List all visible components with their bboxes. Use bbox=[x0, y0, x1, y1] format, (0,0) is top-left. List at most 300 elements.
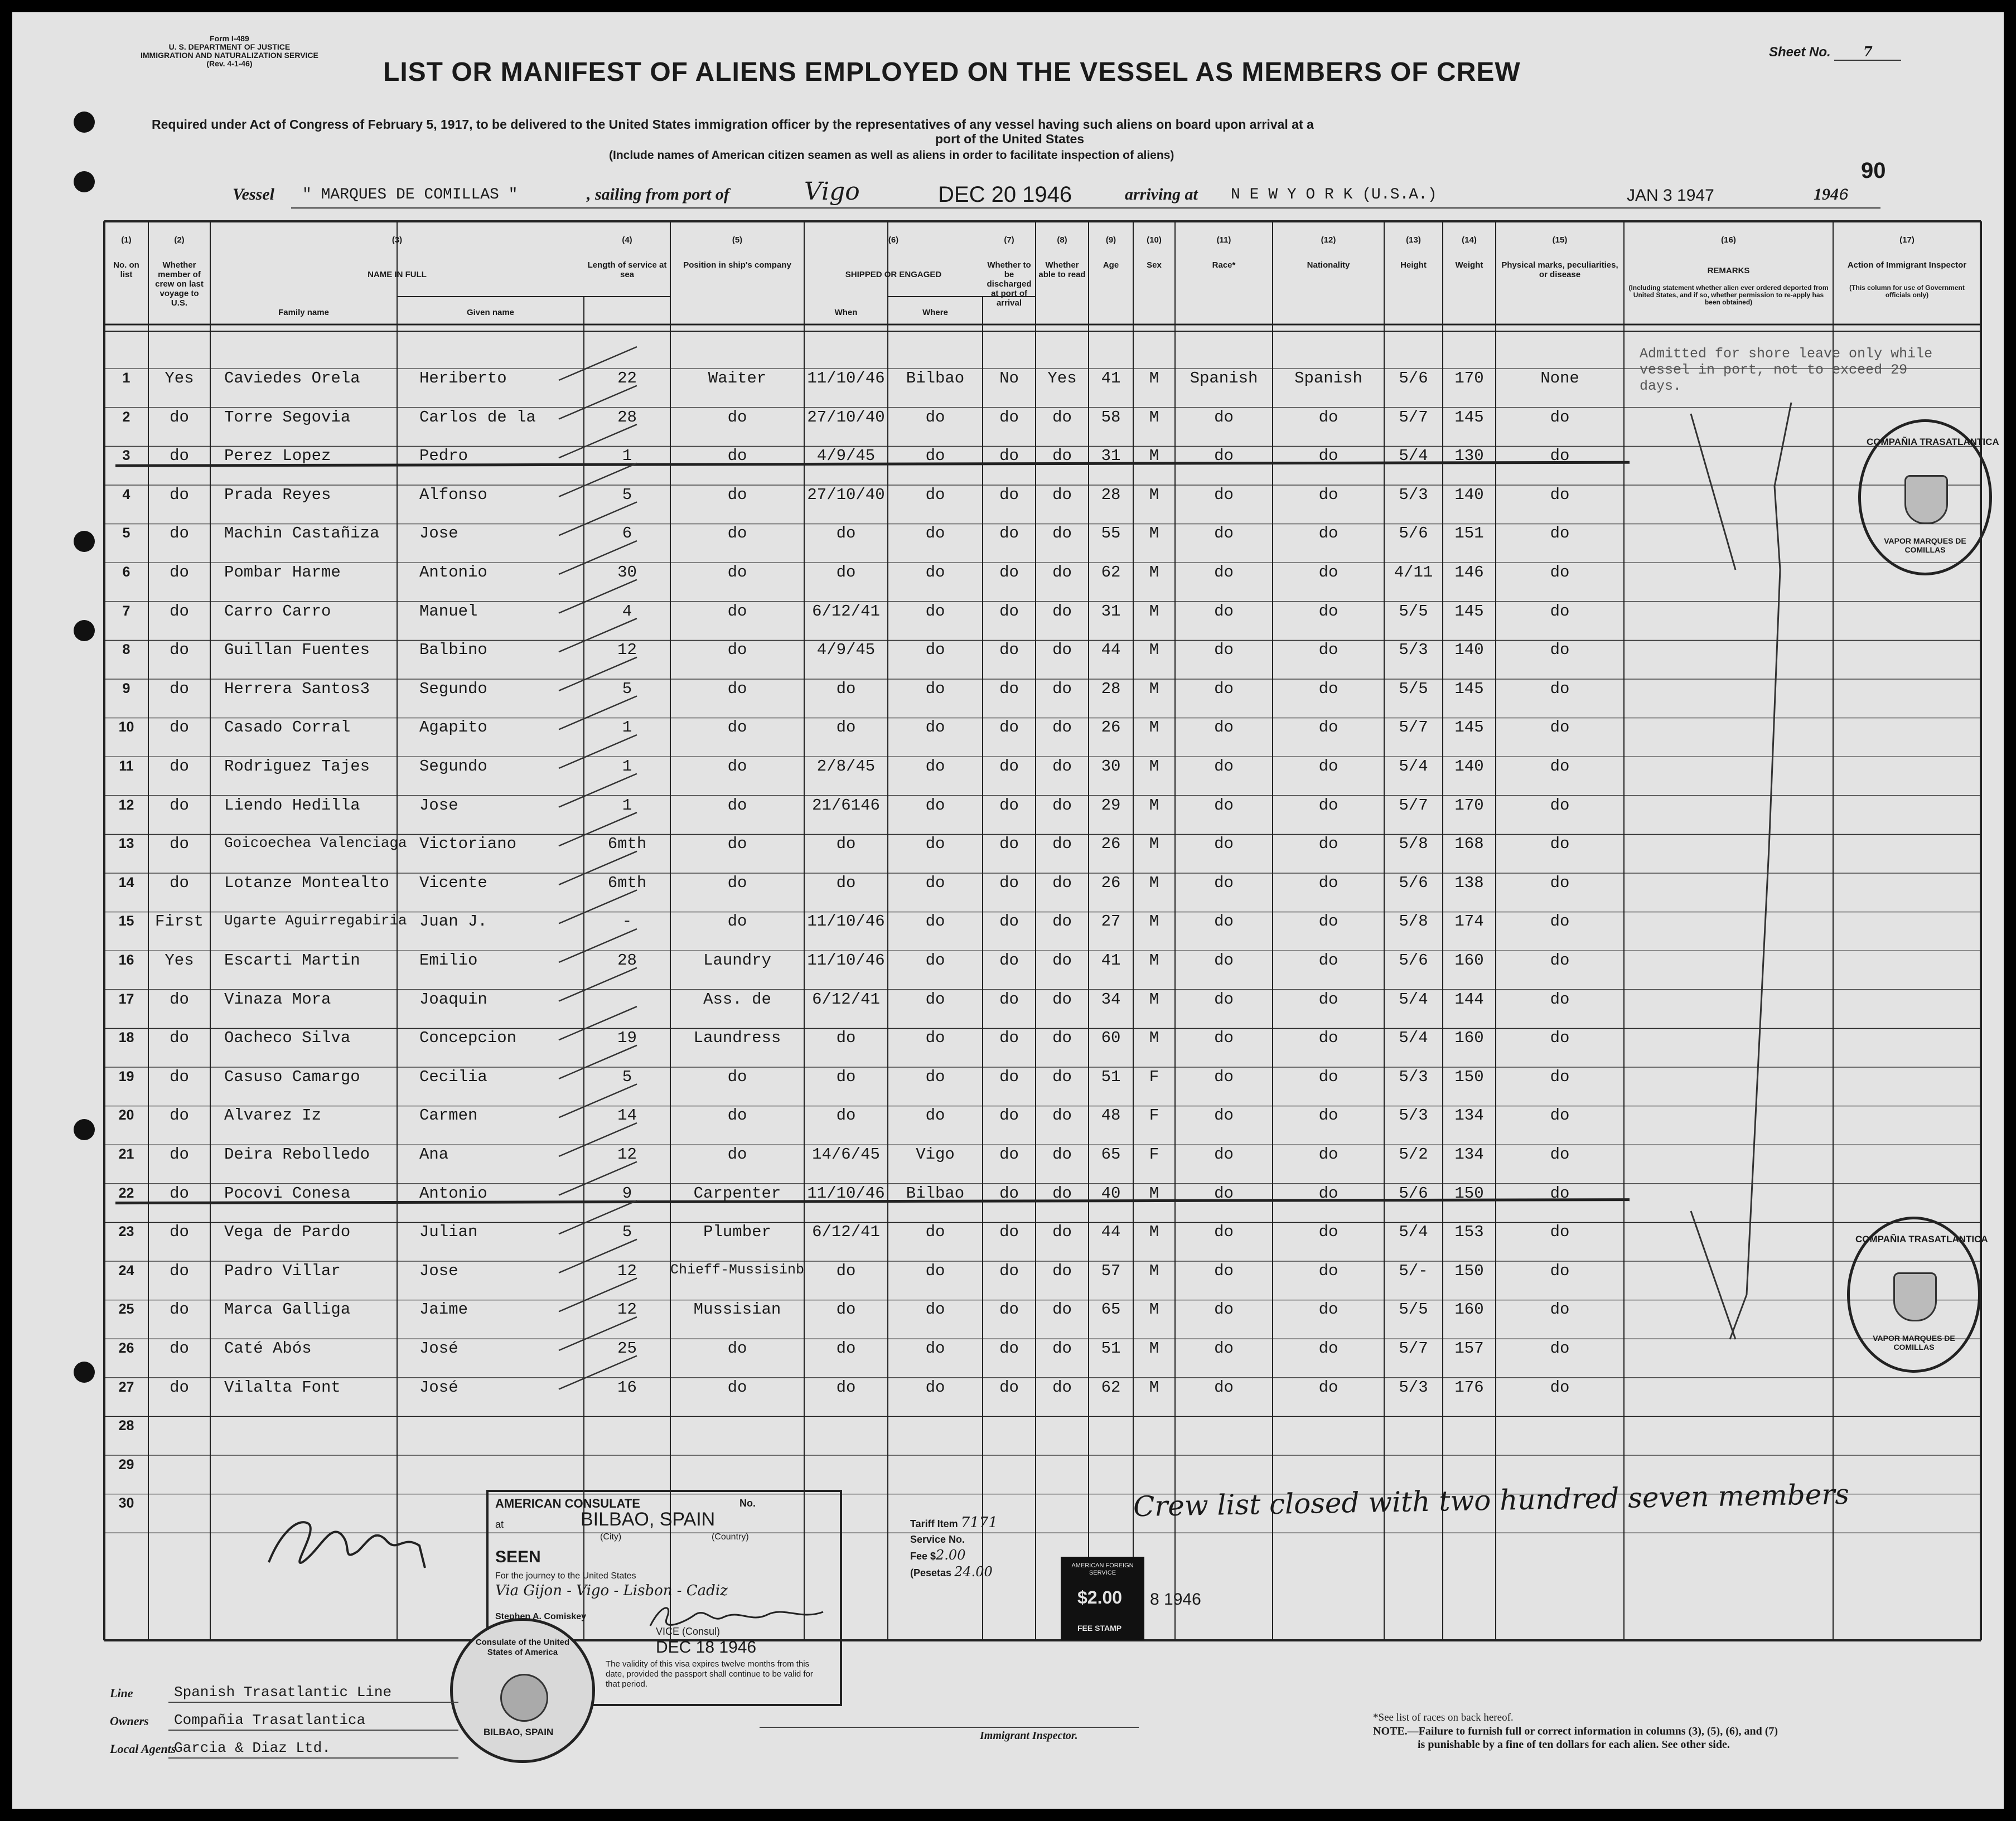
age: 34 bbox=[1101, 990, 1121, 1009]
column-number: (8) bbox=[1057, 235, 1067, 245]
discharge-status: do bbox=[999, 679, 1019, 698]
position: Waiter bbox=[708, 369, 767, 388]
race: do bbox=[1214, 718, 1234, 737]
race: do bbox=[1214, 1067, 1234, 1086]
height: 5/- bbox=[1399, 1261, 1428, 1280]
position: do bbox=[727, 796, 747, 815]
row-number: 5 bbox=[122, 525, 130, 541]
height: 5/3 bbox=[1399, 1067, 1428, 1086]
fee-stamp-value: $2.00 bbox=[1077, 1587, 1123, 1607]
sex: M bbox=[1149, 447, 1159, 466]
physical-marks: do bbox=[1550, 641, 1570, 660]
race: do bbox=[1214, 1378, 1234, 1397]
shipped-when: 6/12/41 bbox=[812, 602, 880, 621]
position: Plumber bbox=[703, 1223, 771, 1242]
weight: 150 bbox=[1454, 1261, 1484, 1280]
column-number: (13) bbox=[1406, 235, 1421, 245]
race: do bbox=[1214, 1261, 1234, 1280]
discharge-status: do bbox=[999, 408, 1019, 427]
position: Mussisian bbox=[693, 1300, 781, 1319]
position: do bbox=[727, 1378, 747, 1397]
can-read: do bbox=[1052, 563, 1072, 582]
seal-text: Consulate of the United States of America bbox=[475, 1638, 570, 1657]
crew-status: do bbox=[170, 873, 189, 892]
row-number: 9 bbox=[122, 680, 130, 696]
column-number: (1) bbox=[121, 235, 132, 245]
given-name: Pedro bbox=[419, 447, 468, 466]
height: 5/5 bbox=[1399, 602, 1428, 621]
can-read: do bbox=[1052, 1029, 1072, 1048]
subtitle-include: (Include names of American citizen seamen as well as aliens in order to facilitate inspection of aliens) bbox=[609, 149, 1174, 162]
row-number: 18 bbox=[118, 1030, 134, 1046]
discharge-status: do bbox=[999, 1261, 1019, 1280]
position: do bbox=[727, 1106, 747, 1125]
sex: M bbox=[1149, 718, 1159, 737]
fee-value: 2.00 bbox=[936, 1547, 966, 1563]
line-value: Spanish Trasatlantic Line bbox=[174, 1684, 392, 1701]
race: do bbox=[1214, 563, 1234, 582]
can-read: do bbox=[1052, 1106, 1072, 1125]
service-length: 19 bbox=[617, 1029, 637, 1048]
can-read: do bbox=[1052, 1339, 1072, 1358]
can-read: do bbox=[1052, 796, 1072, 815]
row-number: 6 bbox=[122, 564, 130, 580]
column-label: Height bbox=[1400, 260, 1427, 270]
column-label: Physical marks, peculiarities, or disease bbox=[1501, 260, 1618, 279]
service-length: 4 bbox=[622, 602, 632, 621]
family-name: Vilalta Font bbox=[224, 1378, 341, 1397]
can-read: do bbox=[1052, 1300, 1072, 1319]
row-number: 13 bbox=[118, 836, 134, 852]
shipped-where: do bbox=[925, 679, 945, 698]
shipped-when: 6/12/41 bbox=[812, 1223, 880, 1242]
nationality: Spanish bbox=[1294, 369, 1362, 388]
officer-signature bbox=[258, 1501, 442, 1579]
physical-marks: do bbox=[1550, 563, 1570, 582]
given-name: Emilio bbox=[419, 951, 478, 970]
weight: 160 bbox=[1454, 1029, 1484, 1048]
race: do bbox=[1214, 602, 1234, 621]
given-name: Julian bbox=[419, 1223, 478, 1242]
position: do bbox=[727, 912, 747, 931]
sex: M bbox=[1149, 835, 1159, 854]
can-read: do bbox=[1052, 524, 1072, 543]
column-label: Weight bbox=[1455, 260, 1483, 270]
sailing-label: , sailing from port of bbox=[587, 185, 729, 204]
sex: M bbox=[1149, 757, 1159, 776]
given-name: Cecilia bbox=[419, 1067, 487, 1086]
nationality: do bbox=[1318, 1184, 1338, 1203]
crew-status: do bbox=[170, 1106, 189, 1125]
weight: 168 bbox=[1454, 835, 1484, 854]
row-number: 30 bbox=[118, 1495, 134, 1512]
shipped-where: do bbox=[925, 408, 945, 427]
can-read: Yes bbox=[1047, 369, 1077, 388]
column-number: (17) bbox=[1899, 235, 1915, 245]
eagle-icon bbox=[500, 1674, 548, 1722]
agents-value: Garcia & Diaz Ltd. bbox=[174, 1740, 331, 1756]
discharge-status: do bbox=[999, 1223, 1019, 1242]
sex: M bbox=[1149, 912, 1159, 931]
can-read: do bbox=[1052, 912, 1072, 931]
family-name: Machin Castañiza bbox=[224, 524, 380, 543]
weight: 140 bbox=[1454, 757, 1484, 776]
discharge-status: do bbox=[999, 641, 1019, 660]
race: do bbox=[1214, 873, 1234, 892]
physical-marks: do bbox=[1550, 1378, 1570, 1397]
given-name: Ana bbox=[419, 1145, 449, 1164]
nationality: do bbox=[1318, 602, 1338, 621]
position: do bbox=[727, 1145, 747, 1164]
position: do bbox=[727, 447, 747, 466]
position: do bbox=[727, 602, 747, 621]
height: 5/3 bbox=[1399, 485, 1428, 504]
height: 4/11 bbox=[1394, 563, 1433, 582]
shipped-where: do bbox=[925, 1339, 945, 1358]
sex: M bbox=[1149, 1029, 1159, 1048]
sex: M bbox=[1149, 369, 1159, 388]
owners-value: Compañia Trasatlantica bbox=[174, 1712, 366, 1728]
footer-underline bbox=[168, 1730, 458, 1731]
weight: 157 bbox=[1454, 1339, 1484, 1358]
crew-status: do bbox=[170, 1029, 189, 1048]
shipped-when: 11/10/46 bbox=[807, 369, 885, 388]
physical-marks: do bbox=[1550, 1067, 1570, 1086]
position: do bbox=[727, 1339, 747, 1358]
service-length: 5 bbox=[622, 485, 632, 504]
physical-marks: do bbox=[1550, 951, 1570, 970]
column-label: Nationality bbox=[1307, 260, 1350, 270]
physical-marks: do bbox=[1550, 1145, 1570, 1164]
crew-status: do bbox=[170, 1145, 189, 1164]
physical-marks: do bbox=[1550, 1339, 1570, 1358]
service-length: 12 bbox=[617, 1145, 637, 1164]
consulate-no: No. bbox=[739, 1498, 756, 1509]
shipped-where: do bbox=[925, 1300, 945, 1319]
remarks-bracket bbox=[1691, 403, 1791, 1339]
shipped-where: do bbox=[925, 873, 945, 892]
position: do bbox=[727, 835, 747, 854]
height: 5/6 bbox=[1399, 1184, 1428, 1203]
nationality: do bbox=[1318, 1106, 1338, 1125]
crew-status: do bbox=[170, 641, 189, 660]
physical-marks: do bbox=[1550, 1300, 1570, 1319]
age: 51 bbox=[1101, 1339, 1121, 1358]
position: do bbox=[727, 679, 747, 698]
age: 26 bbox=[1101, 835, 1121, 854]
sex: F bbox=[1149, 1106, 1159, 1125]
shipped-where: do bbox=[925, 1106, 945, 1125]
company-stamp-name: COMPAÑIA TRASATLANTICA bbox=[1855, 1234, 1988, 1244]
weight: 130 bbox=[1454, 447, 1484, 466]
column-label: REMARKS bbox=[1707, 266, 1750, 275]
column-label: Whether to be discharged at port of arrival bbox=[987, 260, 1032, 308]
pesetas-value: 24.00 bbox=[954, 1564, 993, 1580]
can-read: do bbox=[1052, 408, 1072, 427]
discharge-status: do bbox=[999, 718, 1019, 737]
sub-header: Family name bbox=[278, 308, 329, 317]
discharge-status: do bbox=[999, 951, 1019, 970]
journey-route: Via Gijon - Vigo - Lisbon - Cadiz bbox=[495, 1582, 728, 1599]
shipped-when: 21/6146 bbox=[812, 796, 880, 815]
given-name: Antonio bbox=[419, 563, 487, 582]
shipped-where: do bbox=[925, 835, 945, 854]
column-label: Length of service at sea bbox=[587, 260, 667, 279]
race: do bbox=[1214, 1145, 1234, 1164]
family-name: Pocovi Conesa bbox=[224, 1184, 351, 1203]
sheet-number: 7 bbox=[1834, 43, 1901, 61]
crew-status: do bbox=[170, 796, 189, 815]
race: do bbox=[1214, 951, 1234, 970]
race: do bbox=[1214, 524, 1234, 543]
vessel-label: Vessel bbox=[233, 185, 274, 204]
age: 31 bbox=[1101, 447, 1121, 466]
given-name: Alfonso bbox=[419, 485, 487, 504]
nationality: do bbox=[1318, 447, 1338, 466]
family-name: Rodriguez Tajes bbox=[224, 757, 370, 776]
age: 41 bbox=[1101, 951, 1121, 970]
can-read: do bbox=[1052, 447, 1072, 466]
weight: 145 bbox=[1454, 602, 1484, 621]
races-note: *See list of races on back hereof. bbox=[1373, 1712, 1514, 1723]
height: 5/7 bbox=[1399, 796, 1428, 815]
sex: M bbox=[1149, 1184, 1159, 1203]
race: do bbox=[1214, 1223, 1234, 1242]
form-number: Form I-489 bbox=[210, 34, 249, 43]
height: 5/8 bbox=[1399, 835, 1428, 854]
remarks-text: Admitted for shore leave only while vessel in port, not to exceed 29 days. bbox=[1640, 346, 1933, 394]
discharge-status: do bbox=[999, 1378, 1019, 1397]
column-number: (2) bbox=[174, 235, 185, 245]
crew-status: do bbox=[170, 990, 189, 1009]
column-label: Whether able to read bbox=[1038, 260, 1086, 279]
shipped-when: do bbox=[836, 1106, 856, 1125]
sex: M bbox=[1149, 602, 1159, 621]
discharge-status: do bbox=[999, 1300, 1019, 1319]
race: do bbox=[1214, 1300, 1234, 1319]
given-name: Joaquin bbox=[419, 990, 487, 1009]
given-name: Balbino bbox=[419, 641, 487, 660]
given-name: Heriberto bbox=[419, 369, 507, 388]
discharge-status: do bbox=[999, 447, 1019, 466]
crew-status: do bbox=[170, 524, 189, 543]
crew-status: Yes bbox=[165, 369, 194, 388]
shipped-where: do bbox=[925, 951, 945, 970]
sex: F bbox=[1149, 1145, 1159, 1164]
column-number: (9) bbox=[1105, 235, 1116, 245]
nationality: do bbox=[1318, 1378, 1338, 1397]
age: 29 bbox=[1101, 796, 1121, 815]
position: do bbox=[727, 757, 747, 776]
weight: 145 bbox=[1454, 679, 1484, 698]
position: Laundress bbox=[693, 1029, 781, 1048]
department: U. S. DEPARTMENT OF JUSTICE bbox=[168, 42, 291, 51]
row-number: 16 bbox=[118, 952, 134, 968]
position: do bbox=[727, 524, 747, 543]
consulate-at: at bbox=[495, 1519, 504, 1530]
race: do bbox=[1214, 485, 1234, 504]
crew-status: do bbox=[170, 563, 189, 582]
nationality: do bbox=[1318, 524, 1338, 543]
physical-marks: do bbox=[1550, 1106, 1570, 1125]
company-stamp-name: COMPAÑIA TRASATLANTICA bbox=[1867, 437, 1999, 447]
departure-port: Vigo bbox=[804, 177, 860, 206]
closing-note: Crew list closed with two hundred seven members bbox=[1133, 1478, 1850, 1523]
physical-marks: do bbox=[1550, 1184, 1570, 1203]
nationality: do bbox=[1318, 1223, 1338, 1242]
race: Spanish bbox=[1190, 369, 1258, 388]
column-label: Whether member of crew on last voyage to U.S. bbox=[155, 260, 204, 308]
shipped-when: 4/9/45 bbox=[816, 641, 876, 660]
row-number: 23 bbox=[118, 1224, 134, 1240]
sex: M bbox=[1149, 796, 1159, 815]
discharge-status: do bbox=[999, 873, 1019, 892]
penalty-note-2: is punishable by a fine of ten dollars for each alien. See other side. bbox=[1418, 1738, 1730, 1751]
company-stamp bbox=[1847, 1217, 1988, 1373]
height: 5/4 bbox=[1399, 1223, 1428, 1242]
shipped-when: 14/6/45 bbox=[812, 1145, 880, 1164]
service-length: 30 bbox=[617, 563, 637, 582]
discharge-status: do bbox=[999, 757, 1019, 776]
column-number: (11) bbox=[1216, 235, 1231, 245]
physical-marks: do bbox=[1550, 757, 1570, 776]
footer-underline bbox=[168, 1702, 458, 1703]
shipped-where: do bbox=[925, 990, 945, 1009]
family-name: Lotanze Montealto bbox=[224, 873, 389, 892]
age: 62 bbox=[1101, 563, 1121, 582]
nationality: do bbox=[1318, 1067, 1338, 1086]
given-name: José bbox=[419, 1339, 458, 1358]
penalty-note-1: NOTE.—Failure to furnish full or correct information in columns (3), (5), (6), and (7) bbox=[1373, 1725, 1778, 1737]
can-read: do bbox=[1052, 602, 1072, 621]
nationality: do bbox=[1318, 641, 1338, 660]
physical-marks: do bbox=[1550, 602, 1570, 621]
crew-status: do bbox=[170, 1261, 189, 1280]
physical-marks: do bbox=[1550, 679, 1570, 698]
shipped-where: Bilbao bbox=[906, 369, 965, 388]
race: do bbox=[1214, 757, 1234, 776]
family-name: Marca Galliga bbox=[224, 1300, 351, 1319]
nationality: do bbox=[1318, 835, 1338, 854]
weight: 160 bbox=[1454, 1300, 1484, 1319]
nationality: do bbox=[1318, 796, 1338, 815]
can-read: do bbox=[1052, 1261, 1072, 1280]
crew-status: Yes bbox=[165, 951, 194, 970]
row-number: 24 bbox=[118, 1262, 134, 1278]
discharge-status: do bbox=[999, 485, 1019, 504]
weight: 145 bbox=[1454, 408, 1484, 427]
physical-marks: do bbox=[1550, 990, 1570, 1009]
sex: M bbox=[1149, 1261, 1159, 1280]
position: Laundry bbox=[703, 951, 771, 970]
age: 44 bbox=[1101, 1223, 1121, 1242]
discharge-status: do bbox=[999, 602, 1019, 621]
discharge-status: do bbox=[999, 990, 1019, 1009]
sex: M bbox=[1149, 641, 1159, 660]
crew-status: do bbox=[170, 408, 189, 427]
given-name: José bbox=[419, 1378, 458, 1397]
physical-marks: do bbox=[1550, 912, 1570, 931]
age: 41 bbox=[1101, 369, 1121, 388]
physical-marks: do bbox=[1550, 1261, 1570, 1280]
nationality: do bbox=[1318, 485, 1338, 504]
service-label: Service No. bbox=[910, 1534, 965, 1545]
column-number: (3) bbox=[391, 235, 403, 245]
age: 28 bbox=[1101, 679, 1121, 698]
physical-marks: do bbox=[1550, 524, 1570, 543]
shipped-where: do bbox=[925, 1223, 945, 1242]
discharge-status: do bbox=[999, 1339, 1019, 1358]
column-number: (10) bbox=[1147, 235, 1162, 245]
can-read: do bbox=[1052, 873, 1072, 892]
service-length: 1 bbox=[622, 796, 632, 815]
sex: M bbox=[1149, 990, 1159, 1009]
height: 5/3 bbox=[1399, 641, 1428, 660]
family-name: Casado Corral bbox=[224, 718, 351, 737]
nationality: do bbox=[1318, 757, 1338, 776]
age: 57 bbox=[1101, 1261, 1121, 1280]
nationality: do bbox=[1318, 679, 1338, 698]
height: 5/7 bbox=[1399, 718, 1428, 737]
weight: 140 bbox=[1454, 641, 1484, 660]
height: 5/6 bbox=[1399, 524, 1428, 543]
crest-icon bbox=[1904, 475, 1948, 524]
service-length: 6mth bbox=[607, 873, 647, 892]
crew-status: do bbox=[170, 1184, 189, 1203]
weight: 153 bbox=[1454, 1223, 1484, 1242]
shipped-where: Bilbao bbox=[906, 1184, 965, 1203]
nationality: do bbox=[1318, 1029, 1338, 1048]
nationality: do bbox=[1318, 1339, 1338, 1358]
column-label: Race* bbox=[1212, 260, 1236, 270]
row-number: 26 bbox=[118, 1340, 134, 1356]
weight: 146 bbox=[1454, 563, 1484, 582]
weight: 140 bbox=[1454, 485, 1484, 504]
row-number: 28 bbox=[118, 1418, 134, 1434]
position: do bbox=[727, 408, 747, 427]
service-length: 6mth bbox=[607, 835, 647, 854]
column-label: Action of Immigrant Inspector bbox=[1847, 260, 1967, 270]
nationality: do bbox=[1318, 912, 1338, 931]
service-length: 12 bbox=[617, 641, 637, 660]
family-name: Deira Rebolledo bbox=[224, 1145, 370, 1164]
given-name: Agapito bbox=[419, 718, 487, 737]
physical-marks: do bbox=[1550, 873, 1570, 892]
can-read: do bbox=[1052, 1067, 1072, 1086]
sex: M bbox=[1149, 408, 1159, 427]
seen-label: SEEN bbox=[495, 1548, 541, 1566]
row-number: 1 bbox=[122, 370, 130, 386]
age: 26 bbox=[1101, 873, 1121, 892]
journey-text: For the journey to the United States bbox=[495, 1571, 636, 1581]
can-read: do bbox=[1052, 757, 1072, 776]
pesetas-label: (Pesetas bbox=[910, 1567, 952, 1578]
position: Chieff-Mussisinb bbox=[670, 1261, 805, 1278]
physical-marks: do bbox=[1550, 835, 1570, 854]
physical-marks: do bbox=[1550, 1223, 1570, 1242]
column-number: (5) bbox=[732, 235, 743, 245]
company-stamp-vessel: VAPOR MARQUES DE COMILLAS bbox=[1873, 1334, 1955, 1352]
discharge-status: do bbox=[999, 524, 1019, 543]
shipped-when: 4/9/45 bbox=[816, 447, 876, 466]
column-label: Position in ship's company bbox=[683, 260, 791, 270]
service-length: 1 bbox=[622, 447, 632, 466]
sheet-label: Sheet No. bbox=[1769, 45, 1831, 60]
given-name: Jose bbox=[419, 524, 458, 543]
consulate-title: AMERICAN CONSULATE bbox=[495, 1496, 640, 1510]
service-length: 6 bbox=[622, 524, 632, 543]
position: do bbox=[727, 485, 747, 504]
